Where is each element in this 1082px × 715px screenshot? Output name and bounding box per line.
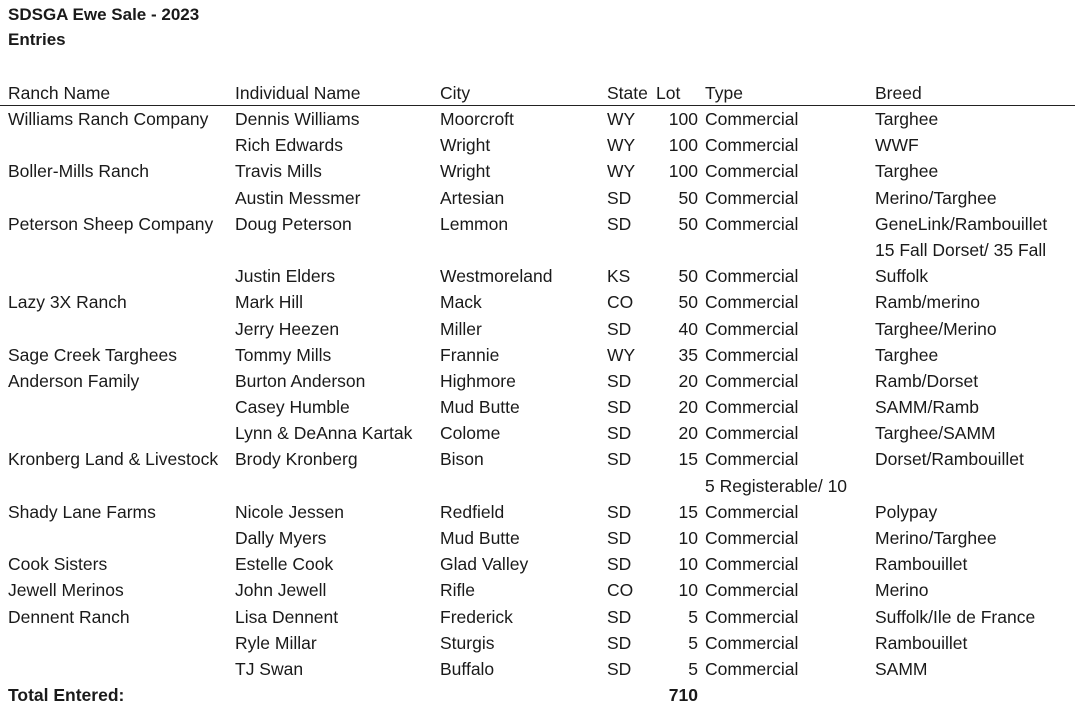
cell-city: Mack: [440, 292, 482, 313]
cell-city: Wright: [440, 135, 491, 156]
cell-ranch-name: Boller-Mills Ranch: [8, 161, 150, 182]
cell-ranch-name: Kronberg Land & Livestock: [8, 449, 219, 470]
cell-state: SD: [607, 318, 632, 339]
cell-individual-name: Ryle Millar: [235, 632, 317, 653]
cell-individual-name: Austin Messmer: [235, 187, 361, 208]
cell-state: SD: [607, 423, 632, 444]
cell-individual-name: Mark Hill: [235, 292, 304, 313]
cell-state: CO: [607, 292, 634, 313]
cell-individual-name: Travis Mills: [235, 161, 322, 182]
cell-breed: Merino: [875, 580, 929, 601]
cell-state: SD: [607, 554, 632, 575]
cell-breed: Polypay: [875, 501, 938, 522]
cell-type: Commercial: [705, 318, 799, 339]
table-row: [0, 499, 1082, 525]
header-lot: Lot: [656, 83, 681, 103]
cell-city: Mud Butte: [440, 397, 520, 418]
table-row: [0, 132, 1082, 158]
cell-individual-name: Lynn & DeAnna Kartak: [235, 423, 413, 444]
cell-breed: Merino/Targhee: [875, 187, 997, 208]
table-row: [0, 551, 1082, 577]
cell-type: Commercial: [705, 109, 799, 129]
cell-individual-name: Casey Humble: [235, 397, 350, 418]
cell-city: Rifle: [440, 580, 476, 601]
cell-city: Artesian: [440, 187, 505, 208]
cell-individual-name: Brody Kronberg: [235, 449, 358, 470]
cell-breed: Targhee: [875, 161, 939, 182]
cell-breed: WWF: [875, 135, 919, 156]
cell-city: Miller: [440, 318, 482, 339]
cell-individual-name: Justin Elders: [235, 266, 336, 287]
cell-state: KS: [607, 266, 631, 287]
cell-type: Commercial: [705, 528, 799, 548]
cell-individual-name: Burton Anderson: [235, 370, 366, 391]
cell-individual-name: Doug Peterson: [235, 213, 352, 234]
cell-lot: 5: [688, 658, 698, 679]
cell-state: WY: [607, 135, 636, 156]
cell-type: Commercial: [705, 213, 799, 234]
cell-breed: SAMM/Ramb: [875, 397, 980, 418]
table-header: [0, 80, 1075, 106]
header-individual-name: Individual Name: [235, 83, 361, 103]
table-row: [0, 604, 1082, 630]
table-row: [0, 106, 1082, 132]
cell-individual-name: Dally Myers: [235, 528, 327, 548]
table-row: [0, 577, 1082, 603]
cell-state: SD: [607, 213, 632, 234]
cell-individual-name: Lisa Dennent: [235, 606, 339, 627]
table-row: [0, 368, 1082, 394]
cell-type: Commercial: [705, 187, 799, 208]
cell-lot: 15: [678, 449, 698, 470]
cell-state: SD: [607, 397, 632, 418]
cell-breed: Rambouillet: [875, 554, 968, 575]
cell-individual-name: Jerry Heezen: [235, 318, 340, 339]
cell-lot: 50: [678, 187, 698, 208]
cell-type: Commercial: [705, 161, 799, 182]
cell-breed: Targhee/Merino: [875, 318, 997, 339]
table-row: [0, 237, 1082, 263]
cell-individual-name: Dennis Williams: [235, 109, 360, 129]
header-state: State: [607, 83, 648, 103]
cell-type: Commercial: [705, 606, 799, 627]
table-row: [0, 316, 1082, 342]
sheet-title: SDSGA Ewe Sale - 2023: [8, 5, 200, 24]
cell-lot: 5: [688, 632, 698, 653]
cell-city: Moorcroft: [440, 109, 514, 129]
cell-breed: Merino/Targhee: [875, 528, 997, 548]
cell-type: Commercial: [705, 449, 799, 470]
cell-lot: 10: [678, 528, 698, 548]
cell-type: Commercial: [705, 632, 799, 653]
cell-lot: 10: [678, 580, 698, 601]
header-city: City: [440, 83, 471, 103]
total-row: [0, 682, 1082, 708]
cell-type: Commercial: [705, 135, 799, 156]
cell-city: Frederick: [440, 606, 513, 627]
table-row: [0, 473, 1082, 499]
cell-ranch-name: Lazy 3X Ranch: [8, 292, 127, 313]
cell-type: Commercial: [705, 370, 799, 391]
cell-lot: 40: [678, 318, 698, 339]
cell-type: Commercial: [705, 580, 799, 601]
cell-state: SD: [607, 187, 632, 208]
cell-city: Redfield: [440, 501, 505, 522]
cell-state: SD: [607, 658, 632, 679]
cell-type: Commercial: [705, 554, 799, 575]
cell-lot: 15: [678, 501, 698, 522]
cell-lot: 20: [678, 370, 698, 391]
cell-ranch-name: Sage Creek Targhees: [8, 344, 177, 365]
cell-state: SD: [607, 632, 632, 653]
header-type: Type: [705, 83, 743, 103]
cell-city: Highmore: [440, 370, 516, 391]
cell-city: Lemmon: [440, 213, 509, 234]
header-ranch-name: Ranch Name: [8, 83, 111, 103]
cell-lot: 20: [678, 423, 698, 444]
header-breed: Breed: [875, 83, 922, 103]
cell-lot: 5: [688, 606, 698, 627]
table-row: [0, 263, 1082, 289]
cell-ranch-name: Anderson Family: [8, 370, 140, 391]
table-body: [0, 106, 1082, 682]
table-row: [0, 525, 1082, 551]
cell-lot: 100: [668, 135, 698, 156]
cell-lot: 20: [678, 397, 698, 418]
cell-individual-name: Estelle Cook: [235, 554, 334, 575]
table-row: [0, 420, 1082, 446]
cell-ranch-name: Jewell Merinos: [8, 580, 124, 601]
cell-city: Westmoreland: [440, 266, 553, 287]
cell-breed: Ramb/Dorset: [875, 370, 979, 391]
table-row: [0, 656, 1082, 682]
table-row: [0, 446, 1082, 472]
cell-state: CO: [607, 580, 634, 601]
cell-breed: Targhee: [875, 109, 939, 129]
cell-individual-name: TJ Swan: [235, 658, 304, 679]
cell-lot: 50: [678, 213, 698, 234]
cell-lot: 10: [678, 554, 698, 575]
cell-ranch-name: Cook Sisters: [8, 554, 108, 575]
cell-ranch-name: Williams Ranch Company: [8, 109, 209, 129]
cell-city: Colome: [440, 423, 501, 444]
cell-individual-name: Rich Edwards: [235, 135, 343, 156]
cell-state: SD: [607, 528, 632, 548]
table-row: [0, 185, 1082, 211]
cell-type: Commercial: [705, 344, 799, 365]
total-value: 710: [668, 685, 698, 706]
table-row: [0, 394, 1082, 420]
sheet-subtitle: Entries: [8, 30, 66, 49]
cell-ranch-name: Shady Lane Farms: [8, 501, 156, 522]
cell-state: SD: [607, 606, 632, 627]
cell-state: WY: [607, 109, 636, 129]
total-label: Total Entered:: [8, 685, 125, 706]
cell-city: Frannie: [440, 344, 500, 365]
cell-breed: SAMM: [875, 658, 928, 679]
cell-breed: Rambouillet: [875, 632, 968, 653]
cell-city: Buffalo: [440, 658, 495, 679]
cell-lot: 50: [678, 266, 698, 287]
cell-city: Wright: [440, 161, 491, 182]
cell-state: WY: [607, 344, 636, 365]
cell-breed: 15 Fall Dorset/ 35 Fall: [875, 239, 1047, 260]
cell-state: SD: [607, 370, 632, 391]
cell-city: Mud Butte: [440, 528, 520, 548]
entries-table: [0, 80, 1082, 708]
cell-state: SD: [607, 501, 632, 522]
cell-state: WY: [607, 161, 636, 182]
cell-lot: 50: [678, 292, 698, 313]
cell-type: Commercial: [705, 266, 799, 287]
cell-ranch-name: Dennent Ranch: [8, 606, 130, 627]
table-row: [0, 342, 1082, 368]
cell-type: Commercial: [705, 397, 799, 418]
cell-type: Commercial: [705, 423, 799, 444]
cell-lot: 100: [668, 109, 698, 129]
cell-breed: Dorset/Rambouillet: [875, 449, 1024, 470]
cell-individual-name: Tommy Mills: [235, 344, 332, 365]
cell-state: SD: [607, 449, 632, 470]
cell-type: Commercial: [705, 501, 799, 522]
cell-breed: Targhee/SAMM: [875, 423, 996, 444]
cell-individual-name: Nicole Jessen: [235, 501, 344, 522]
cell-type: Commercial: [705, 658, 799, 679]
cell-lot: 35: [678, 344, 698, 365]
table-row: [0, 211, 1082, 237]
cell-city: Sturgis: [440, 632, 495, 653]
cell-ranch-name: Peterson Sheep Company: [8, 213, 214, 234]
cell-breed: Targhee: [875, 344, 939, 365]
cell-breed: Suffolk/Ile de France: [875, 606, 1036, 627]
cell-breed: Ramb/merino: [875, 292, 981, 313]
cell-type: Commercial: [705, 292, 799, 313]
cell-lot: 100: [668, 161, 698, 182]
table-row: [0, 630, 1082, 656]
table-row: [0, 289, 1082, 315]
cell-type: 5 Registerable/ 10: [705, 475, 848, 496]
cell-individual-name: John Jewell: [235, 580, 327, 601]
cell-city: Bison: [440, 449, 484, 470]
cell-city: Glad Valley: [440, 554, 529, 575]
table-row: [0, 158, 1082, 184]
cell-breed: Suffolk: [875, 266, 929, 287]
cell-breed: GeneLink/Rambouillet: [875, 213, 1048, 234]
